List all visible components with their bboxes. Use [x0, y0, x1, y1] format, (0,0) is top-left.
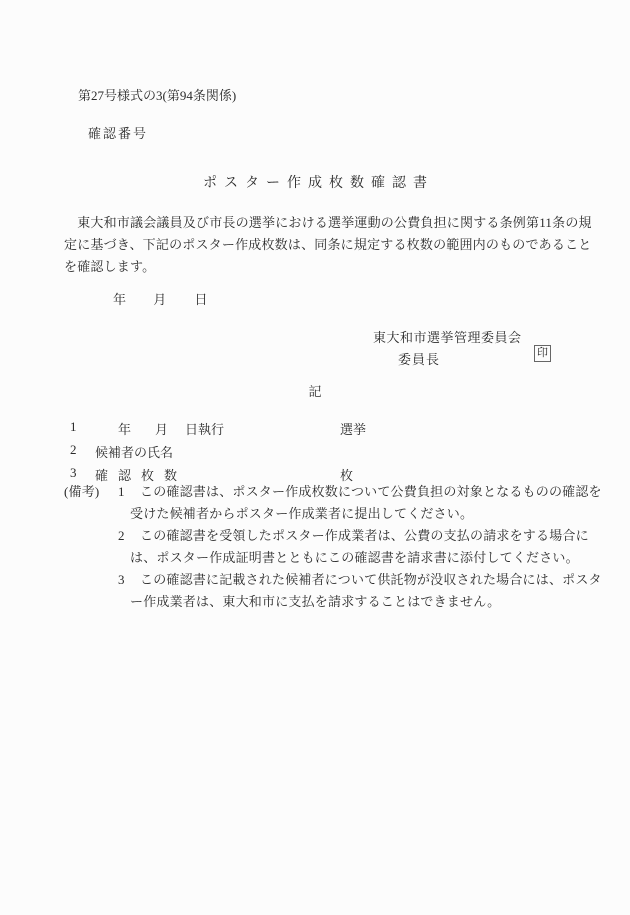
remark-line	[64, 569, 602, 591]
election-suffix-label: 選挙	[340, 422, 367, 437]
remark-text: この確認書は、ポスター作成枚数について公費負担の対象となるものの確認を	[140, 484, 602, 499]
day-label: 日	[194, 292, 208, 307]
body-paragraph	[64, 212, 592, 278]
remark-number: 1	[118, 484, 125, 499]
item-number: 1	[70, 419, 77, 434]
record-heading: 記	[308, 384, 322, 399]
committee-name: 東大和市選挙管理委員会	[373, 330, 522, 345]
item-election-date-row	[64, 419, 584, 439]
remark-text: この確認書に記載された候補者について供託物が没収された場合には、ポスタ	[140, 572, 602, 587]
confirmed-count-label: 確認枚数	[95, 468, 188, 483]
item-number: 2	[70, 442, 77, 457]
remark-line	[64, 503, 594, 525]
body-line: 東大和市議会議員及び市長の選挙における選挙運動の公費負担に関する条例第11条の規	[64, 215, 592, 230]
remark-number: 2	[118, 528, 125, 543]
chairman-label: 委員長	[398, 352, 441, 367]
issue-date-line	[113, 289, 208, 308]
body-line: を確認します。	[64, 259, 156, 274]
seal-mark: 印	[534, 345, 551, 362]
month-label: 月	[155, 422, 169, 437]
remark-line	[64, 525, 594, 547]
remark-line	[64, 547, 594, 569]
remark-text: ー作成業者は、東大和市に支払を請求することはできません。	[130, 594, 501, 609]
body-line: 定に基づき、下記のポスター作成枚数は、同条に規定する枚数の範囲内のものであること	[64, 237, 592, 252]
confirmation-number-label: 確認番号	[88, 126, 149, 141]
remark-line	[64, 591, 594, 613]
remarks-label: (備考)	[64, 484, 100, 499]
remark-text: 受けた候補者からポスター作成業者に提出してください。	[130, 506, 474, 521]
remark-text: この確認書を受領したポスター作成業者は、公費の支払の請求をする場合に	[140, 528, 589, 543]
sheets-suffix-label: 枚	[340, 468, 354, 483]
remark-number: 3	[118, 572, 125, 587]
page-title: ポスター作成枚数確認書	[203, 176, 434, 191]
item-number: 3	[70, 465, 77, 480]
year-label: 年	[113, 292, 127, 307]
remark-text: は、ポスター作成証明書とともにこの確認書を請求書に添付してください。	[130, 550, 579, 565]
item-candidate-name-row	[64, 442, 584, 462]
form-number: 第27号様式の3(第94条関係)	[78, 88, 237, 103]
year-label: 年	[118, 422, 132, 437]
remarks-section	[64, 481, 602, 613]
remark-line	[64, 481, 602, 503]
month-label: 月	[153, 292, 167, 307]
candidate-name-label: 候補者の氏名	[95, 445, 174, 460]
day-executed-label: 日執行	[185, 422, 225, 437]
